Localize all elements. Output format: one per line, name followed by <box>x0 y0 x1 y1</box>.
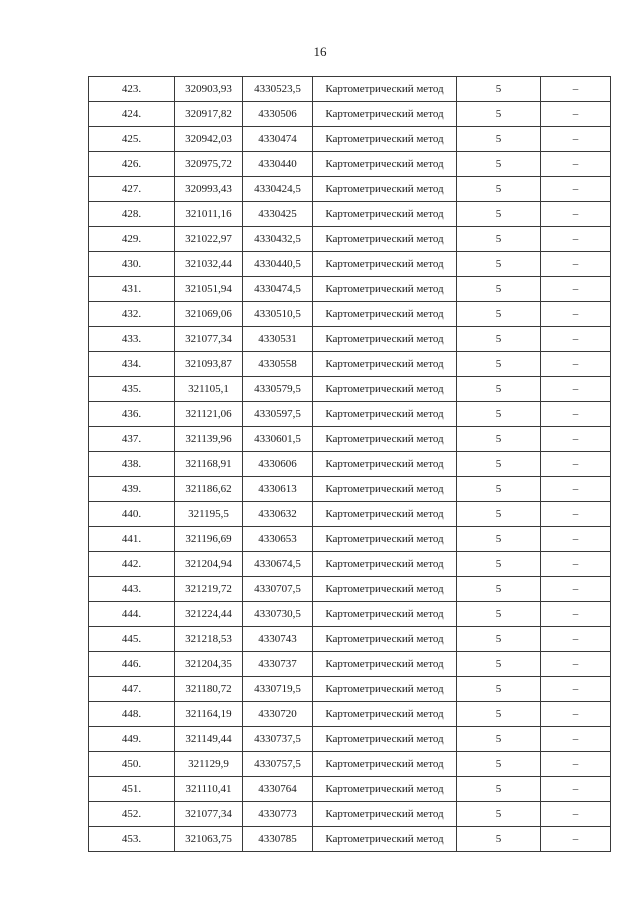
accuracy-cell: 5 <box>457 802 541 827</box>
y-coordinate-cell: 4330719,5 <box>243 677 313 702</box>
y-coordinate-cell: 4330440,5 <box>243 252 313 277</box>
accuracy-cell: 5 <box>457 552 541 577</box>
x-coordinate-cell: 320942,03 <box>175 127 243 152</box>
table-row <box>89 152 611 177</box>
table-row <box>89 377 611 402</box>
accuracy-cell: 5 <box>457 127 541 152</box>
point-number-cell: 440. <box>89 502 175 527</box>
method-cell: Картометрический метод <box>313 227 457 252</box>
method-cell: Картометрический метод <box>313 752 457 777</box>
accuracy-cell: 5 <box>457 477 541 502</box>
point-number-cell: 432. <box>89 302 175 327</box>
method-cell: Картометрический метод <box>313 527 457 552</box>
accuracy-cell: 5 <box>457 527 541 552</box>
table-row <box>89 127 611 152</box>
point-number-cell: 439. <box>89 477 175 502</box>
accuracy-cell: 5 <box>457 627 541 652</box>
method-cell: Картометрический метод <box>313 602 457 627</box>
note-cell: – <box>541 752 611 777</box>
y-coordinate-cell: 4330737,5 <box>243 727 313 752</box>
y-coordinate-cell: 4330440 <box>243 152 313 177</box>
y-coordinate-cell: 4330707,5 <box>243 577 313 602</box>
accuracy-cell: 5 <box>457 427 541 452</box>
table-row <box>89 452 611 477</box>
note-cell: – <box>541 327 611 352</box>
x-coordinate-cell: 321139,96 <box>175 427 243 452</box>
x-coordinate-cell: 321168,91 <box>175 452 243 477</box>
table-row <box>89 727 611 752</box>
point-number-cell: 430. <box>89 252 175 277</box>
table-row <box>89 327 611 352</box>
y-coordinate-cell: 4330597,5 <box>243 402 313 427</box>
note-cell: – <box>541 652 611 677</box>
method-cell: Картометрический метод <box>313 802 457 827</box>
y-coordinate-cell: 4330757,5 <box>243 752 313 777</box>
table-row <box>89 277 611 302</box>
note-cell: – <box>541 702 611 727</box>
note-cell: – <box>541 727 611 752</box>
table-row <box>89 777 611 802</box>
point-number-cell: 433. <box>89 327 175 352</box>
table-row <box>89 502 611 527</box>
point-number-cell: 449. <box>89 727 175 752</box>
note-cell: – <box>541 427 611 452</box>
table-row <box>89 477 611 502</box>
y-coordinate-cell: 4330523,5 <box>243 77 313 102</box>
note-cell: – <box>541 602 611 627</box>
accuracy-cell: 5 <box>457 102 541 127</box>
y-coordinate-cell: 4330785 <box>243 827 313 852</box>
note-cell: – <box>541 177 611 202</box>
method-cell: Картометрический метод <box>313 77 457 102</box>
table-row <box>89 527 611 552</box>
table-row <box>89 302 611 327</box>
method-cell: Картометрический метод <box>313 302 457 327</box>
method-cell: Картометрический метод <box>313 477 457 502</box>
accuracy-cell: 5 <box>457 152 541 177</box>
method-cell: Картометрический метод <box>313 577 457 602</box>
x-coordinate-cell: 321063,75 <box>175 827 243 852</box>
x-coordinate-cell: 320993,43 <box>175 177 243 202</box>
x-coordinate-cell: 321105,1 <box>175 377 243 402</box>
point-number-cell: 429. <box>89 227 175 252</box>
y-coordinate-cell: 4330764 <box>243 777 313 802</box>
method-cell: Картометрический метод <box>313 652 457 677</box>
y-coordinate-cell: 4330773 <box>243 802 313 827</box>
note-cell: – <box>541 477 611 502</box>
method-cell: Картометрический метод <box>313 177 457 202</box>
note-cell: – <box>541 577 611 602</box>
point-number-cell: 445. <box>89 627 175 652</box>
method-cell: Картометрический метод <box>313 352 457 377</box>
x-coordinate-cell: 321069,06 <box>175 302 243 327</box>
y-coordinate-cell: 4330558 <box>243 352 313 377</box>
x-coordinate-cell: 321219,72 <box>175 577 243 602</box>
table-row <box>89 102 611 127</box>
note-cell: – <box>541 377 611 402</box>
table-row <box>89 602 611 627</box>
table-row <box>89 352 611 377</box>
note-cell: – <box>541 352 611 377</box>
x-coordinate-cell: 321129,9 <box>175 752 243 777</box>
accuracy-cell: 5 <box>457 752 541 777</box>
accuracy-cell: 5 <box>457 452 541 477</box>
table-row <box>89 552 611 577</box>
y-coordinate-cell: 4330730,5 <box>243 602 313 627</box>
point-number-cell: 427. <box>89 177 175 202</box>
note-cell: – <box>541 627 611 652</box>
note-cell: – <box>541 277 611 302</box>
method-cell: Картометрический метод <box>313 277 457 302</box>
accuracy-cell: 5 <box>457 827 541 852</box>
y-coordinate-cell: 4330510,5 <box>243 302 313 327</box>
point-number-cell: 425. <box>89 127 175 152</box>
accuracy-cell: 5 <box>457 327 541 352</box>
x-coordinate-cell: 321051,94 <box>175 277 243 302</box>
method-cell: Картометрический метод <box>313 427 457 452</box>
accuracy-cell: 5 <box>457 402 541 427</box>
point-number-cell: 436. <box>89 402 175 427</box>
method-cell: Картометрический метод <box>313 127 457 152</box>
note-cell: – <box>541 302 611 327</box>
point-number-cell: 444. <box>89 602 175 627</box>
method-cell: Картометрический метод <box>313 402 457 427</box>
table-row <box>89 227 611 252</box>
method-cell: Картометрический метод <box>313 827 457 852</box>
point-number-cell: 446. <box>89 652 175 677</box>
x-coordinate-cell: 321121,06 <box>175 402 243 427</box>
accuracy-cell: 5 <box>457 252 541 277</box>
note-cell: – <box>541 77 611 102</box>
y-coordinate-cell: 4330743 <box>243 627 313 652</box>
table-row <box>89 652 611 677</box>
x-coordinate-cell: 321180,72 <box>175 677 243 702</box>
x-coordinate-cell: 321204,35 <box>175 652 243 677</box>
point-number-cell: 431. <box>89 277 175 302</box>
table-row <box>89 77 611 102</box>
table-row <box>89 577 611 602</box>
method-cell: Картометрический метод <box>313 677 457 702</box>
y-coordinate-cell: 4330737 <box>243 652 313 677</box>
method-cell: Картометрический метод <box>313 777 457 802</box>
note-cell: – <box>541 252 611 277</box>
y-coordinate-cell: 4330674,5 <box>243 552 313 577</box>
table-row <box>89 202 611 227</box>
y-coordinate-cell: 4330425 <box>243 202 313 227</box>
point-number-cell: 423. <box>89 77 175 102</box>
table-row <box>89 427 611 452</box>
point-number-cell: 442. <box>89 552 175 577</box>
note-cell: – <box>541 777 611 802</box>
y-coordinate-cell: 4330613 <box>243 477 313 502</box>
accuracy-cell: 5 <box>457 777 541 802</box>
table-row <box>89 752 611 777</box>
accuracy-cell: 5 <box>457 702 541 727</box>
x-coordinate-cell: 321022,97 <box>175 227 243 252</box>
accuracy-cell: 5 <box>457 727 541 752</box>
method-cell: Картометрический метод <box>313 552 457 577</box>
y-coordinate-cell: 4330653 <box>243 527 313 552</box>
x-coordinate-cell: 320975,72 <box>175 152 243 177</box>
note-cell: – <box>541 402 611 427</box>
point-number-cell: 447. <box>89 677 175 702</box>
table-row <box>89 402 611 427</box>
point-number-cell: 448. <box>89 702 175 727</box>
page-number: 16 <box>313 44 327 59</box>
method-cell: Картометрический метод <box>313 452 457 477</box>
point-number-cell: 437. <box>89 427 175 452</box>
table-row <box>89 627 611 652</box>
coordinates-table <box>88 76 611 852</box>
accuracy-cell: 5 <box>457 602 541 627</box>
method-cell: Картометрический метод <box>313 152 457 177</box>
point-number-cell: 443. <box>89 577 175 602</box>
accuracy-cell: 5 <box>457 652 541 677</box>
point-number-cell: 451. <box>89 777 175 802</box>
method-cell: Картометрический метод <box>313 202 457 227</box>
accuracy-cell: 5 <box>457 352 541 377</box>
accuracy-cell: 5 <box>457 202 541 227</box>
method-cell: Картометрический метод <box>313 252 457 277</box>
point-number-cell: 452. <box>89 802 175 827</box>
table-row <box>89 677 611 702</box>
method-cell: Картометрический метод <box>313 502 457 527</box>
note-cell: – <box>541 502 611 527</box>
y-coordinate-cell: 4330432,5 <box>243 227 313 252</box>
x-coordinate-cell: 320917,82 <box>175 102 243 127</box>
point-number-cell: 434. <box>89 352 175 377</box>
y-coordinate-cell: 4330632 <box>243 502 313 527</box>
accuracy-cell: 5 <box>457 302 541 327</box>
method-cell: Картометрический метод <box>313 377 457 402</box>
y-coordinate-cell: 4330720 <box>243 702 313 727</box>
point-number-cell: 424. <box>89 102 175 127</box>
accuracy-cell: 5 <box>457 577 541 602</box>
accuracy-cell: 5 <box>457 377 541 402</box>
y-coordinate-cell: 4330579,5 <box>243 377 313 402</box>
note-cell: – <box>541 127 611 152</box>
point-number-cell: 441. <box>89 527 175 552</box>
x-coordinate-cell: 321077,34 <box>175 802 243 827</box>
method-cell: Картометрический метод <box>313 727 457 752</box>
x-coordinate-cell: 321186,62 <box>175 477 243 502</box>
x-coordinate-cell: 321196,69 <box>175 527 243 552</box>
x-coordinate-cell: 321077,34 <box>175 327 243 352</box>
accuracy-cell: 5 <box>457 502 541 527</box>
x-coordinate-cell: 321218,53 <box>175 627 243 652</box>
note-cell: – <box>541 102 611 127</box>
accuracy-cell: 5 <box>457 677 541 702</box>
x-coordinate-cell: 321032,44 <box>175 252 243 277</box>
x-coordinate-cell: 321093,87 <box>175 352 243 377</box>
accuracy-cell: 5 <box>457 177 541 202</box>
point-number-cell: 450. <box>89 752 175 777</box>
table-row <box>89 177 611 202</box>
table-row <box>89 827 611 852</box>
method-cell: Картометрический метод <box>313 702 457 727</box>
y-coordinate-cell: 4330606 <box>243 452 313 477</box>
accuracy-cell: 5 <box>457 227 541 252</box>
method-cell: Картометрический метод <box>313 102 457 127</box>
x-coordinate-cell: 321204,94 <box>175 552 243 577</box>
table-row <box>89 702 611 727</box>
accuracy-cell: 5 <box>457 277 541 302</box>
table-row <box>89 252 611 277</box>
point-number-cell: 438. <box>89 452 175 477</box>
y-coordinate-cell: 4330424,5 <box>243 177 313 202</box>
point-number-cell: 435. <box>89 377 175 402</box>
y-coordinate-cell: 4330474 <box>243 127 313 152</box>
point-number-cell: 426. <box>89 152 175 177</box>
point-number-cell: 453. <box>89 827 175 852</box>
table-row <box>89 802 611 827</box>
accuracy-cell: 5 <box>457 77 541 102</box>
x-coordinate-cell: 321149,44 <box>175 727 243 752</box>
coordinates-table-body <box>89 77 611 852</box>
x-coordinate-cell: 320903,93 <box>175 77 243 102</box>
x-coordinate-cell: 321195,5 <box>175 502 243 527</box>
note-cell: – <box>541 827 611 852</box>
note-cell: – <box>541 452 611 477</box>
method-cell: Картометрический метод <box>313 627 457 652</box>
x-coordinate-cell: 321110,41 <box>175 777 243 802</box>
note-cell: – <box>541 552 611 577</box>
note-cell: – <box>541 802 611 827</box>
y-coordinate-cell: 4330506 <box>243 102 313 127</box>
note-cell: – <box>541 527 611 552</box>
x-coordinate-cell: 321011,16 <box>175 202 243 227</box>
y-coordinate-cell: 4330601,5 <box>243 427 313 452</box>
x-coordinate-cell: 321164,19 <box>175 702 243 727</box>
note-cell: – <box>541 202 611 227</box>
x-coordinate-cell: 321224,44 <box>175 602 243 627</box>
point-number-cell: 428. <box>89 202 175 227</box>
method-cell: Картометрический метод <box>313 327 457 352</box>
note-cell: – <box>541 677 611 702</box>
y-coordinate-cell: 4330474,5 <box>243 277 313 302</box>
note-cell: – <box>541 152 611 177</box>
note-cell: – <box>541 227 611 252</box>
y-coordinate-cell: 4330531 <box>243 327 313 352</box>
